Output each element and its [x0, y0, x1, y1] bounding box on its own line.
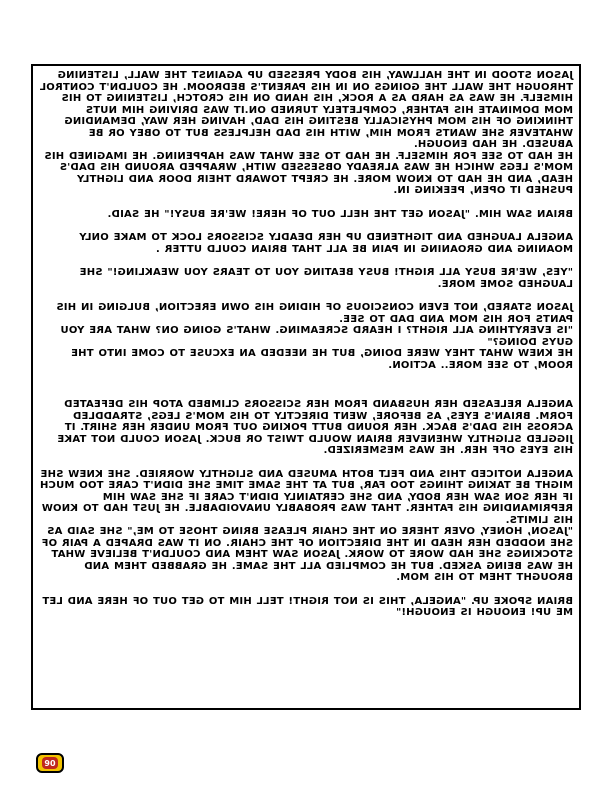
- paragraph-6: ANGELA RELEASED HER HUSBAND FROM HER SCISSORS CLIMBED ATOP HIS DEFEATED FORM. BRIAN'S EYES, AS BEFORE, WENT DIRECTLY TO HIS MOM'S LEGS, STRADDLED ACROSS HIS DAD'S BACK. HER ROUND BUTT POKING OUT FROM UNDER HER SHIRT. IT JIGGLED SLIGHTLY WHENEVER BRIAN WOULD TWIST OR BUCK. JASON COULD NOT TAKE HIS EYES OFF HER. HE WAS MESMERIZED.: [57, 399, 573, 456]
- story-text: [39, 70, 573, 631]
- paragraph-5: JASON STARED, NOT EVEN CONSCIOUS OF HIDING HIS OWN ERECTION, BULGING IN HIS PANTS FOR HIS MOM AND DAD TO SEE. "IS EVERYTHING ALL RIGHT? I HEARD SCREAMING. WHAT'S GOING ON? WHAT ARE YOU GUYS DOING?" HE KNEW WHAT THEY WERE DOING, BUT HE NEEDED AN EXCUSE TO COME INTO THE ROOM, TO SEE MORE.. ACTION.: [56, 302, 573, 371]
- story-panel: [31, 64, 581, 710]
- paragraph-8: BRIAN SPOKE UP. "ANGELA, THIS IS NOT RIGHT! TELL HIM TO GET OUT OF HERE AND LET ME UP! ENOUGH IS ENOUGH!": [42, 595, 573, 618]
- paragraph-2: BRIAN SAW HIM. "JASON GET THE HELL OUT OF HERE! WE'RE BUSY!" HE SAID.: [107, 208, 573, 220]
- paragraph-3: ANGELA LAUGHED AND TIGHTENED UP HER DEADLY SCISSORS LOCK TO MAKE ONLY MOANING AND GROANING IN PAIN BE ALL THAT BRIAN COULD UTTER .: [79, 232, 573, 255]
- logo-badge: 90: [42, 757, 58, 769]
- paragraph-1: JASON STOOD IN THE HALLWAY, HIS BODY PRESSED UP AGAINST THE WALL, LISTENING THROUGH THE WALL THE GOINGS ON IN HIS PARENT'S BEDROOM. HE COULDN'T CONTROL HIMSELF. HE WAS AS HARD AS A ROCK, HIS HAND ON HIS CROTCH, LISTENING TO HIS MOM DOMINATE HIS FATHER, COMPLETELY TURNED ON.IT WAS DRIVING HIM NUTS THINKING OF HIS MOM PHYSICALLY BESTING HIS DAD, HAVING HER WAY, DEMANDING WHATEVER SHE WANTS FROM HIM, WITH HIS DAD HELPLESS BUT TO OBEY OR BE ABUSED. HE HAD ENOUGH. HE HAD TO SEE FOR HIMSELF. HE HAD TO SEE WHAT WAS HAPPENING. HE IMAGINED HIS MOM'S LEGS WHICH HE WAS ALREADY OBSESSED WITH, WRAPPED AROUND HIS DAD'S HEAD, AND HE HAD TO KNOW MORE. HE CREPT TOWARD THEIR DOOR AND LIGHTLY PUSHED IT OPEN, PEEKING IN.: [39, 70, 573, 196]
- publisher-logo: [36, 753, 64, 773]
- paragraph-4: "YES, WE'RE BUSY ALL RIGHT! BUSY BEATING YOU TO TEARS YOU WEAKLING!" SHE LAUGHED SOME MORE.: [79, 267, 573, 290]
- paragraph-7: ANGELA NOTICED THIS AND FELT BOTH AMUSED AND SLIGHTLY WORRIED. SHE KNEW SHE MIGHT BE TAKING THINGS TOO FAR, BUT AT THE SAME TIME SHE DIDN'T CARE TOO MUCH IF HER SON SAW HER BODY, AND SHE CERTAINLY DIDN'T CARE IF SHE SAW HIM REPRIMANDING HIS FATHER. THAT WAS PROBABLY UNAVOIDABLE. HE JUST HAD TO KNOW HIS LIMITS. "JASON, HONEY, OVER THERE ON THE CHAIR PLEASE BRING THOSE TO ME," SHE SAID AS SHE NODDED HER HEAD IN THE DIRECTION OF THE CHAIR. ON IT WAS DRAPED A PAIR OF STOCKINGS SHE HAD WORE TO WORK. JASON SAW THEM AND COULDN'T BELIEVE WHAT HE WAS BEING ASKED. BUT HE COMPLIED ALL THE SAME. HE GRABBED THEM AND BROUGHT THEM TO HIS MOM.: [39, 468, 573, 583]
